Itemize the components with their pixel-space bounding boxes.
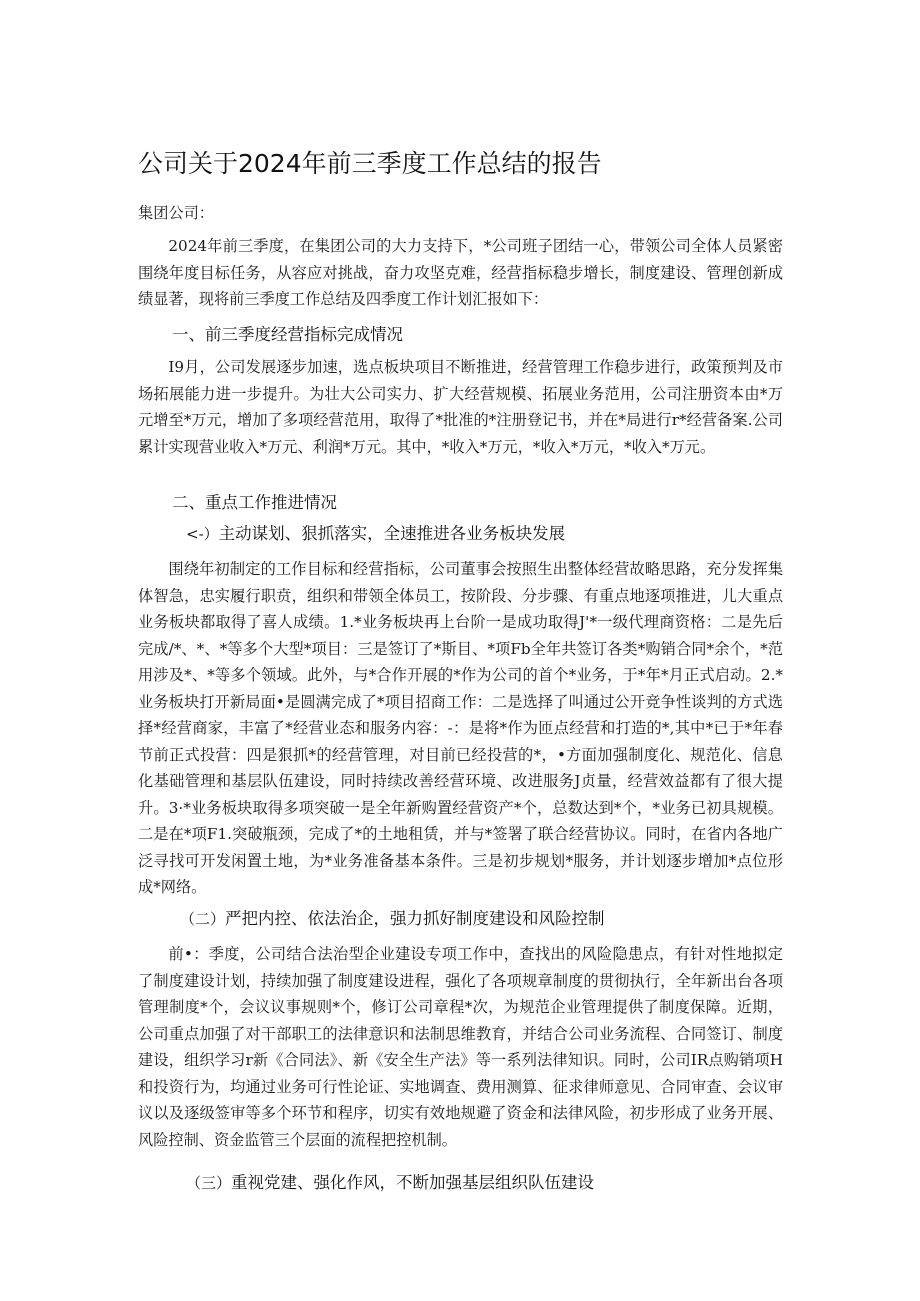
- salutation: 集团公司：: [138, 204, 214, 222]
- section-1-heading: 一、前三季度经营指标完成情况: [172, 325, 403, 344]
- subsection-2-title: 严把内控、依法治企，强力抓好制度建设和风险控制: [225, 909, 605, 928]
- subsection-3-title: 重视党建、强化作风，不断加强基层组织队伍建设: [231, 1173, 595, 1192]
- subsection-1-number: <-）: [186, 525, 219, 543]
- subsection-2-heading: [180, 906, 605, 932]
- subsection-2-number: （二）: [180, 910, 226, 928]
- document-title: 公司关于2024年前三季度工作总结的报告: [138, 149, 602, 178]
- subsection-1-title: 主动谋划、狠抓落实，全速推进各业务板块发展: [218, 524, 566, 543]
- section-1-paragraph: I9月，公司发展逐步加速，选点板块项目不断推进，经营管理工作稳步进行，政策预判及市场拓展能力进一步提升。为壮大公司实力、扩大经营规模、拓展业务范用，公司注册资本由*万元增至*万元，增加了多项经营范用，取得了*批准的*注册登记书，并在*局进行r*经营备案.公司累计实现营业收入*万元、利润*万元。其中，*收入*万元，*收入*万元，*收入*万元。: [138, 358, 783, 456]
- intro-paragraph: 2024年前三季度，在集团公司的大力支持下，*公司班子团结一心，带领公司全体人员紧密围绕年度目标任务，从容应对挑战，奋力攻坚克难，经营指标稳步增长，制度建设、管理创新成绩显著，现将前三季度工作总结及四季度工作计划汇报如下：: [138, 237, 783, 308]
- section-2-heading: 二、重点工作推进情况: [172, 493, 337, 512]
- subsection-2-paragraph: 前•：季度，公司结合法治型企业建设专项工作中，查找出的风险隐患点，有针对性地拟定了制度建设计划，持续加强了制度建设进程，强化了各项规章制度的贯彻执行，全年新出台各项管理制度*个，会议议事规则*个，修订公司章程*次，为规范企业管理提供了制度保障。近期，公司重点加强了对干部职工的法律意识和法制思维教育，并结合公司业务流程、合同签订、制度建设，组织学习r新《合同法》、新《安全生产法》等一系列法律知识。同时，公司IR点购销项H和投资行为，均通过业务可行性论证、实地调查、费用测算、征求律师意见、合同审查、会议审议以及逐级签审等多个环节和程序，切实有效地规避了资金和法律风险，初步形成了业务开展、风险控制、资金监管三个层面的流程把控机制。: [138, 945, 783, 1149]
- subsection-1-paragraph: 围绕年初制定的工作目标和经营指标，公司董事会按照生出整体经营故略思路，充分发挥集体智急，忠实履行职贲，组织和带领全体员工，按阶段、分步骤、有重点地逐项推进，儿大重点业务板块都取得了喜人成绩。1.*业务板块再上台阶一是成功取得J'*一级代理商资格：二是先后完成/*、*、*等多个大型*项目：三是签订了*斯目、*项Fb全年共签订各类*购销合同*余个，*范用涉及*、*等多个领域。此外，与*合作开展的*作为公司的首个*业务，于*年*月正式启动。2.*业务板块打开新局面•是圆满完成了*项目招商工作：二是选择了叫通过公开竞争性谈判的方式选择*经营商家，丰富了*经营业态和服务内容：-：是将*作为匝点经营和打造的*,其中*已于*年春节前正式投营：四是狠抓*的经营管理，对目前已经投营的*，•方面加强制度化、规范化、信息化基础管理和基层队伍建设，同时持续改善经营环境、改进服务J贞量，经营效益都有了很大提升。3·*业务板块取得多项突破一是全年新购置经营资产*个，总数达到*个，*业务已初具规模。二是在*项F1.突破瓶颈，完成了*的土地租赁，并与*签署了联合经营协议。同时，在省内各地广泛寻找可开发闲置土地，为*业务准备基本条件。三是初步规划*服务，并计划逐步增加*点位形成*网络。: [138, 560, 783, 896]
- subsection-3-number: （三）: [186, 1174, 232, 1192]
- subsection-3-heading: [186, 1170, 594, 1196]
- subsection-1-heading: [186, 521, 565, 547]
